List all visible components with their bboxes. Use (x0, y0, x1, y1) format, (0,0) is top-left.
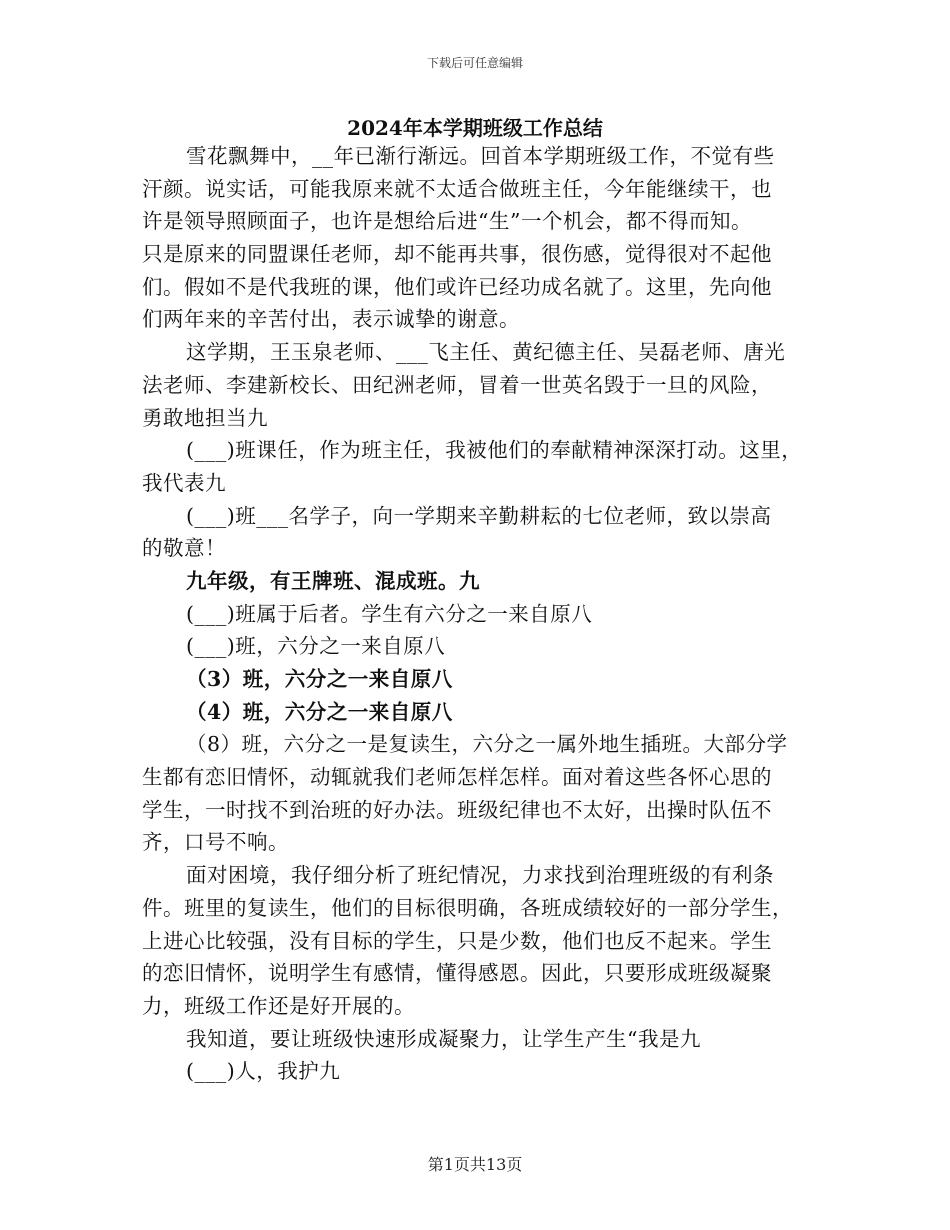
page-number: 第1页共13页 (427, 1155, 523, 1174)
body-line: 生都有恋旧情怀，动辄就我们老师怎样怎样。面对着这些各怀心思的 (142, 765, 772, 790)
body-line: 上进心比较强，没有目标的学生，只是少数，他们也反不起来。学生 (142, 928, 772, 953)
body-line: 这学期，王玉泉老师、___飞主任、黄纪德主任、吴磊老师、唐光 (186, 340, 786, 365)
body-line: 只是原来的同盟课任老师，却不能再共事，很伤感，觉得很对不起他 (142, 242, 772, 267)
body-line: 面对困境，我仔细分析了班纪情况，力求找到治理班级的有利条 (186, 863, 774, 888)
body-line: 我代表九 (142, 470, 226, 495)
download-note: 下载后可任意编辑 (426, 56, 523, 70)
body-line: (___)班，六分之一来自原八 (186, 634, 446, 659)
document-title: 2024年本学期班级工作总结 (347, 116, 603, 140)
body-line: 力，班级工作还是好开展的。 (142, 993, 415, 1018)
body-line: 们两年来的辛苦付出，表示诚挚的谢意。 (142, 307, 520, 332)
body-line: (___)班课任，作为班主任，我被他们的奉献精神深深打动。这里， (186, 438, 803, 463)
body-line: 雪花飘舞中，__年已渐行渐远。回首本学期班级工作，不觉有些 (186, 144, 775, 168)
document-body (142, 140, 822, 1088)
body-line: (___)班属于后者。学生有六分之一来自原八 (186, 601, 593, 626)
body-line: 们。假如不是代我班的课，他们或许已经功成名就了。这里，先向他 (142, 274, 772, 299)
body-line: 的敬意！ (142, 536, 226, 561)
body-line: 的恋旧情怀，说明学生有感情，懂得感恩。因此，只要形成班级凝聚 (142, 961, 772, 986)
body-line: 法老师、李建新校长、田纪洲老师，冒着一世英名毁于一旦的风险， (142, 372, 772, 397)
body-line: （4）班，六分之一来自原八 (186, 699, 453, 724)
body-line: （3）班，六分之一来自原八 (186, 667, 453, 691)
section-heading: 九年级，有王牌班、混成班。九 (186, 568, 480, 593)
body-line: （8）班，六分之一是复读生，六分之一属外地生插班。大部分学 (186, 732, 788, 757)
body-line: 齐，口号不响。 (142, 830, 289, 855)
body-line: 勇敢地担当九 (142, 405, 268, 430)
body-line: 许是领导照顾面子，也许是想给后进“生”一个机会，都不得而知。 (142, 209, 752, 234)
body-line: (___)班___名学子，向一学期来辛勤耕耘的七位老师，致以崇高 (186, 503, 772, 528)
body-line: 学生，一时找不到治班的好办法。班级纪律也不太好，出操时队伍不 (142, 797, 772, 822)
body-line: 件。班里的复读生，他们的目标很明确，各班成绩较好的一部分学生， (142, 895, 793, 920)
body-line: (___)人，我护九 (186, 1059, 341, 1084)
body-line: 汗颜。说实话，可能我原来就不太适合做班主任，今年能继续干，也 (142, 176, 772, 201)
body-line: 我知道，要让班级快速形成凝聚力，让学生产生“我是九 (186, 1026, 701, 1051)
